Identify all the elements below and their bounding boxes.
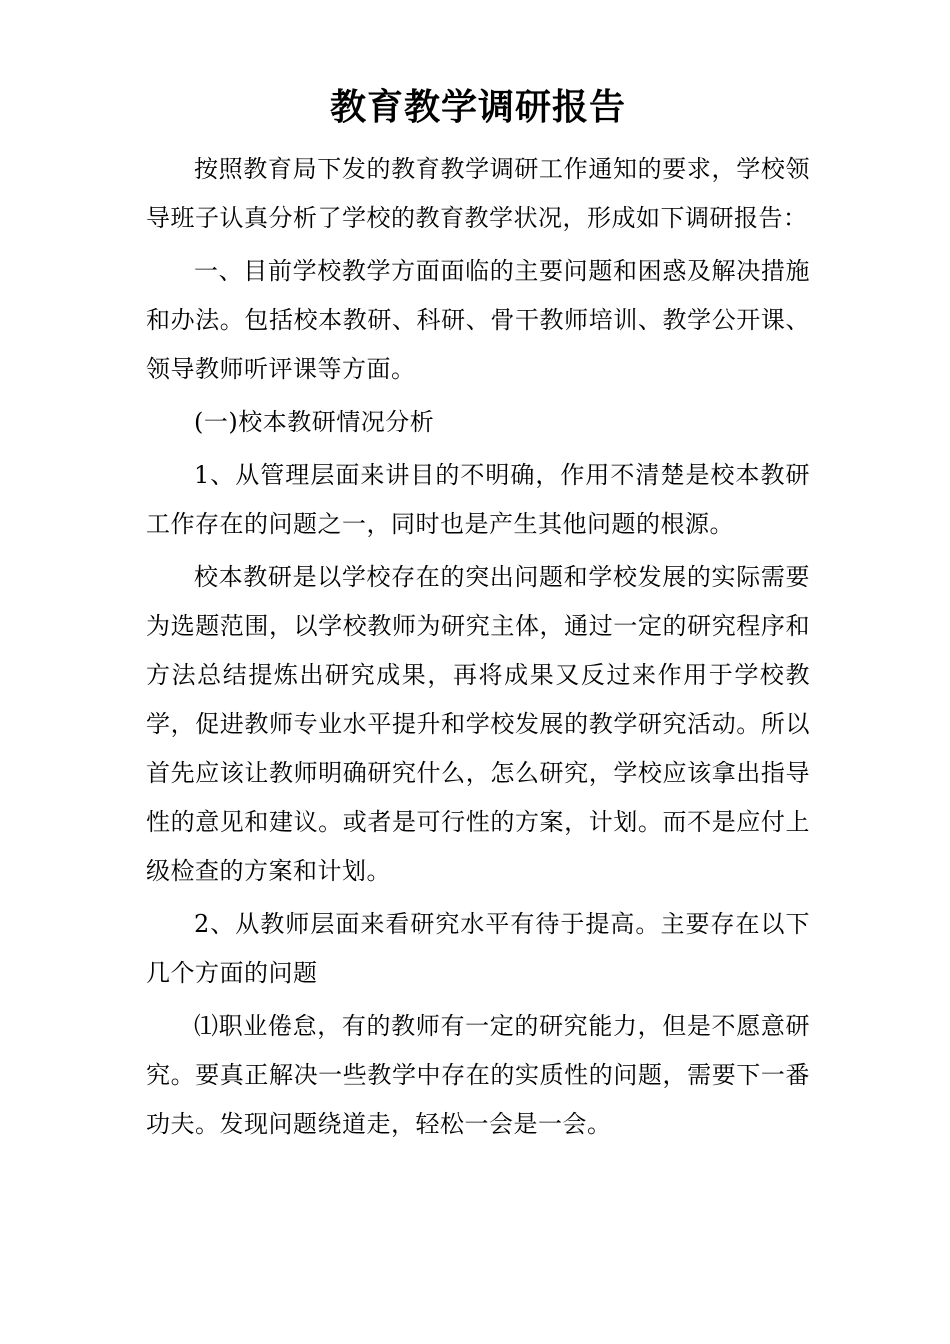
paragraph-school-research: 校本教研是以学校存在的突出问题和学校发展的实际需要为选题范围，以学校教师为研究主体，通过一定的研究程序和方法总结提炼出研究成果，再将成果又反过来作用于学校教学，促进教师专业水平提升和学校发展的教学研究活动。所以首先应该让教师明确研究什么，怎么研究，学校应该拿出指导性的意见和建议。或者是可行性的方案，计划。而不是应付上级检查的方案和计划。 <box>146 563 810 885</box>
document-body <box>146 145 810 1149</box>
paragraph-subsection-heading: (一)校本教研情况分析 <box>194 408 435 436</box>
paragraph-intro: 按照教育局下发的教育教学调研工作通知的要求，学校领导班子认真分析了学校的教育教学状况，形成如下调研报告： <box>146 155 810 232</box>
paragraph-section-one: 一、目前学校教学方面面临的主要问题和困惑及解决措施和办法。包括校本教研、科研、骨干教师培训、教学公开课、领导教师听评课等方面。 <box>146 257 810 383</box>
paragraph-point-one: 1、从管理层面来讲目的不明确，作用不清楚是校本教研工作存在的问题之一，同时也是产生其他问题的根源。 <box>146 461 810 538</box>
document-title: 教育教学调研报告 <box>329 86 626 128</box>
paragraph-burnout: ⑴职业倦怠，有的教师有一定的研究能力，但是不愿意研究。要真正解决一些教学中存在的实质性的问题，需要下一番功夫。发现问题绕道走，轻松一会是一会。 <box>146 1012 810 1138</box>
paragraph-point-two: 2、从教师层面来看研究水平有待于提高。主要存在以下几个方面的问题 <box>146 910 810 987</box>
